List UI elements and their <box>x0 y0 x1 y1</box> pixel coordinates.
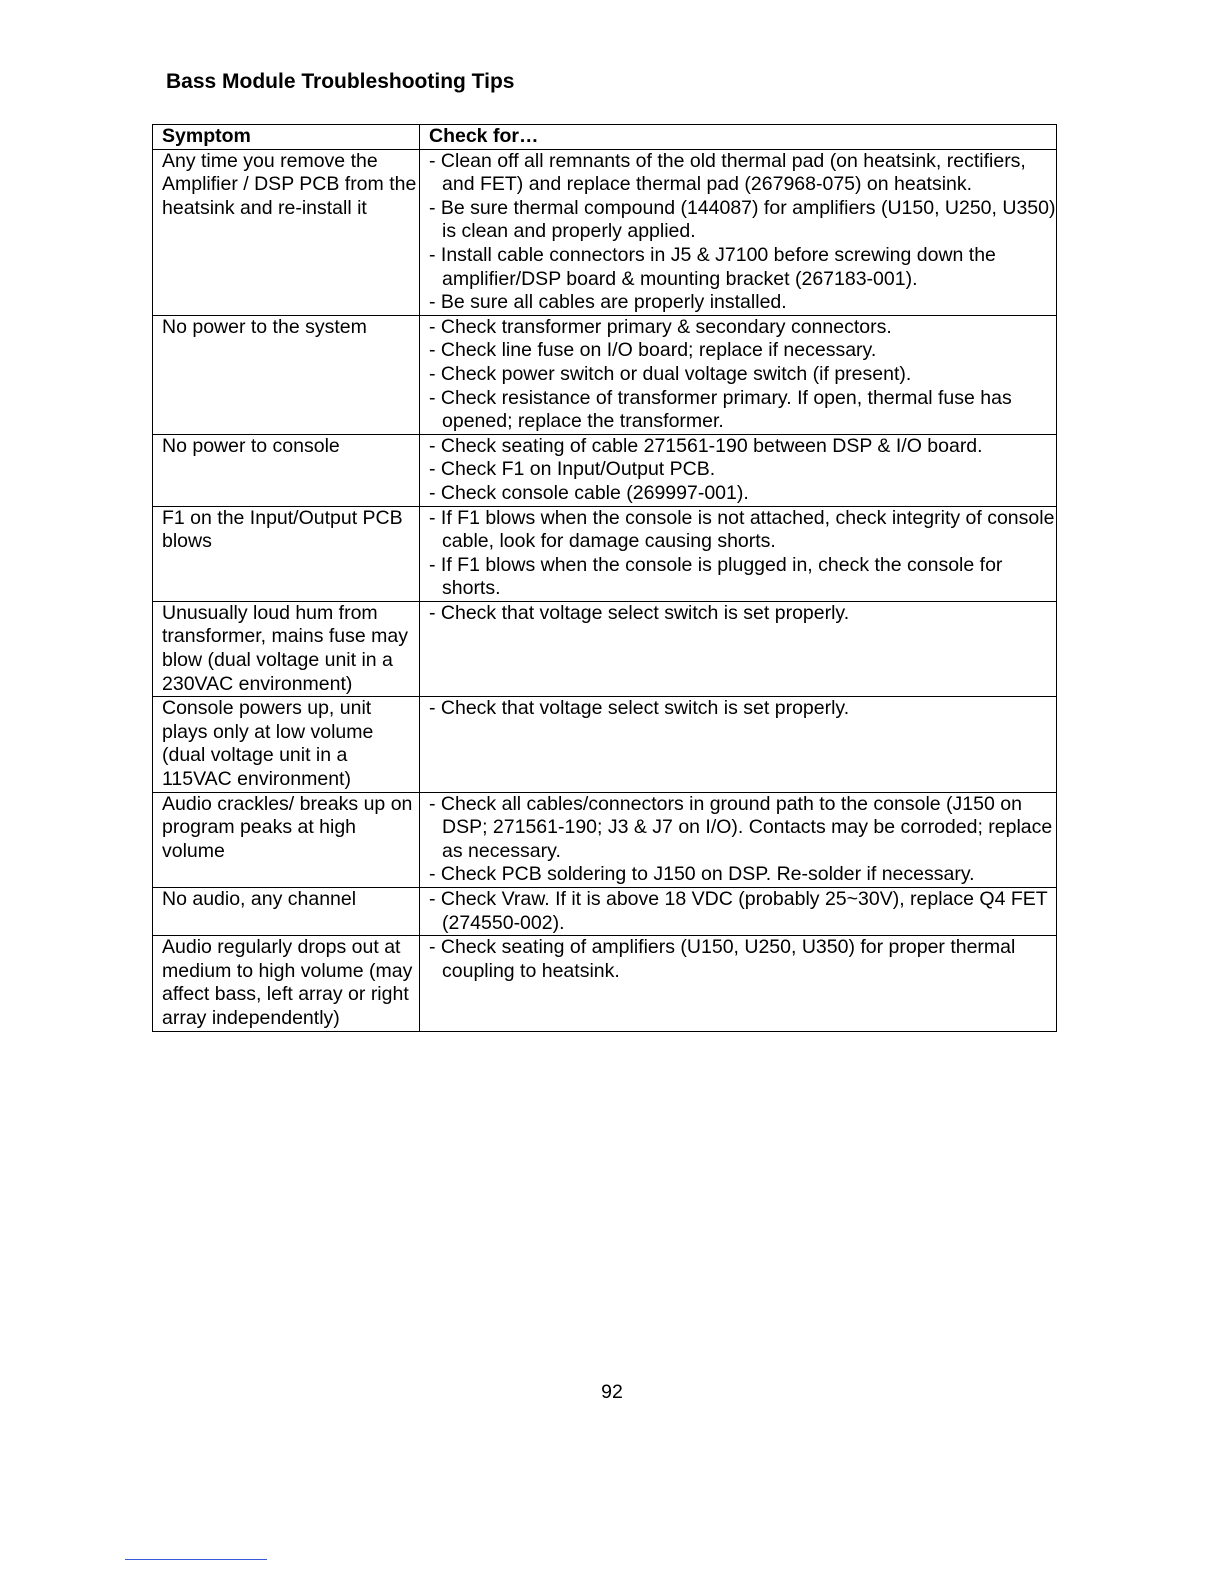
check-item: - Check all cables/connectors in ground path to the console (J150 on DSP; 271561-190; J3 & J7 on I/O). Contacts may be corroded; replace as necessary. <box>429 792 1053 862</box>
check-item: - Check that voltage select switch is set properly. <box>429 697 850 720</box>
check-item: - Check console cable (269997-001). <box>429 481 749 504</box>
symptom-cell: No audio, any channel <box>153 888 420 936</box>
table-row <box>153 434 1057 506</box>
table-row <box>153 506 1057 601</box>
symptom-cell: Any time you remove the Amplifier / DSP PCB from the heatsink and re-install it <box>153 149 420 315</box>
symptom-cell: No power to console <box>153 434 420 506</box>
check-item: - Check seating of amplifiers (U150, U250, U350) for proper thermal coupling to heatsink. <box>429 936 1016 982</box>
symptom-cell: No power to the system <box>153 315 420 434</box>
check-item: - Be sure thermal compound (144087) for amplifiers (U150, U250, U350) is clean and properly applied. <box>429 196 1056 243</box>
check-item: - Install cable connectors in J5 & J7100 before screwing down the amplifier/DSP board & mounting bracket (267183-001). <box>429 243 996 290</box>
check-item: - If F1 blows when the console is plugged in, check the console for shorts. <box>429 553 1003 600</box>
check-cell <box>420 315 1057 434</box>
symptom-cell: Audio crackles/ breaks up on program peaks at high volume <box>153 792 420 887</box>
footnote-divider <box>125 1559 267 1560</box>
check-item: - Be sure all cables are properly installed. <box>429 291 787 314</box>
check-cell <box>420 888 1057 936</box>
table-row <box>153 888 1057 936</box>
check-column-header: Check for… <box>420 125 1057 150</box>
table-row <box>153 697 1057 792</box>
check-cell <box>420 697 1057 792</box>
check-cell <box>420 936 1057 1031</box>
table-row <box>153 315 1057 434</box>
check-item: - Clean off all remnants of the old thermal pad (on heatsink, rectifiers, and FET) and replace thermal pad (267968-075) on heatsink. <box>429 149 1026 196</box>
check-item: - Check resistance of transformer primary. If open, thermal fuse has opened; replace the transformer. <box>429 386 1012 433</box>
check-item: - Check power switch or dual voltage switch (if present). <box>429 362 912 385</box>
table-row <box>153 792 1057 887</box>
table-header-row <box>153 125 1057 150</box>
check-item: - Check PCB soldering to J150 on DSP. Re-solder if necessary. <box>429 863 975 886</box>
table-body <box>153 149 1057 1031</box>
table-row <box>153 936 1057 1031</box>
check-item: - Check line fuse on I/O board; replace if necessary. <box>429 339 877 362</box>
check-item: - Check transformer primary & secondary connectors. <box>429 315 892 338</box>
symptom-cell: Unusually loud hum from transformer, mains fuse may blow (dual voltage unit in a 230VAC environment) <box>153 601 420 696</box>
check-item: - Check F1 on Input/Output PCB. <box>429 458 716 481</box>
table-row <box>153 601 1057 696</box>
page-title: Bass Module Troubleshooting Tips <box>166 70 515 93</box>
check-cell <box>420 434 1057 506</box>
check-cell <box>420 601 1057 696</box>
page-number: 92 <box>601 1381 623 1403</box>
check-item: - Check seating of cable 271561-190 between DSP & I/O board. <box>429 434 983 457</box>
check-cell <box>420 506 1057 601</box>
check-item: - If F1 blows when the console is not attached, check integrity of console cable, look for damage causing shorts. <box>429 506 1055 553</box>
check-cell <box>420 149 1057 315</box>
symptom-cell: F1 on the Input/Output PCB blows <box>153 506 420 601</box>
check-item: - Check that voltage select switch is set properly. <box>429 601 850 624</box>
check-item: - Check Vraw. If it is above 18 VDC (probably 25~30V), replace Q4 FET (274550-002). <box>429 888 1048 934</box>
symptom-column-header: Symptom <box>153 125 420 150</box>
symptom-cell: Audio regularly drops out at medium to high volume (may affect bass, left array or right array independently) <box>153 936 420 1031</box>
table-row <box>153 149 1057 315</box>
troubleshooting-table <box>152 124 1057 1032</box>
check-cell <box>420 792 1057 887</box>
symptom-cell: Console powers up, unit plays only at low volume (dual voltage unit in a 115VAC environment) <box>153 697 420 792</box>
